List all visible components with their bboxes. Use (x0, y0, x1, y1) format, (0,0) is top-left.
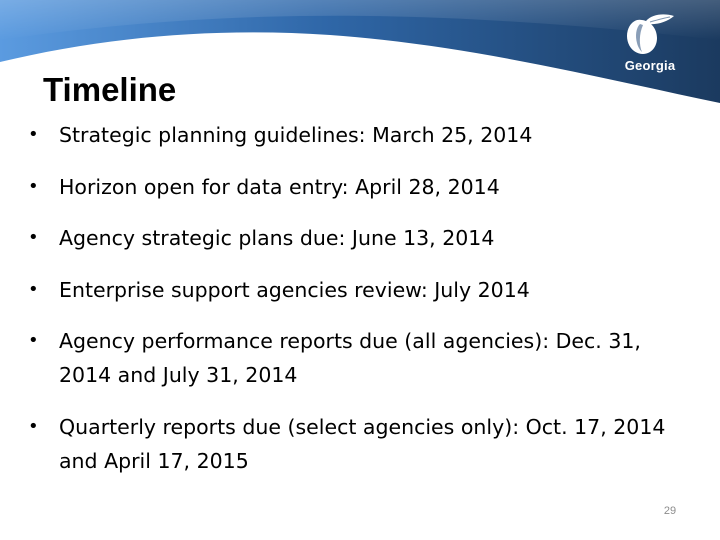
bullet-list (28, 118, 698, 495)
bullet-icon: • (28, 415, 39, 437)
bullet-icon: • (28, 330, 39, 351)
bullet-item (28, 273, 698, 307)
bullet-item (28, 118, 698, 152)
bullet-text: Enterprise support agencies review: July 2014 (59, 277, 530, 302)
bullet-icon: • (28, 175, 39, 197)
bullet-text: Quarterly reports due (select agencies only): Oct. 17, 2014 and April 17, 2015 (59, 414, 666, 473)
bullet-text: Agency performance reports due (all agencies): Dec. 31, 2014 and July 31, 2014 (59, 329, 641, 387)
bullet-item (28, 221, 698, 255)
bullet-item (28, 410, 698, 478)
bullet-icon: • (28, 227, 39, 248)
slide-title: Timeline (43, 71, 177, 108)
bullet-icon: • (28, 124, 39, 145)
logo-wordmark: Georgia (624, 58, 676, 73)
bullet-text: Horizon open for data entry: April 28, 2014 (59, 174, 500, 199)
georgia-logo (612, 12, 692, 82)
peach-icon (612, 12, 688, 58)
bullet-item (28, 324, 698, 392)
bullet-icon: • (28, 278, 39, 300)
bullet-item (28, 170, 698, 204)
page-number: 29 (663, 505, 677, 517)
bullet-text: Agency strategic plans due: June 13, 2014 (59, 226, 495, 250)
bullet-text: Strategic planning guidelines: March 25, 2014 (59, 123, 533, 147)
